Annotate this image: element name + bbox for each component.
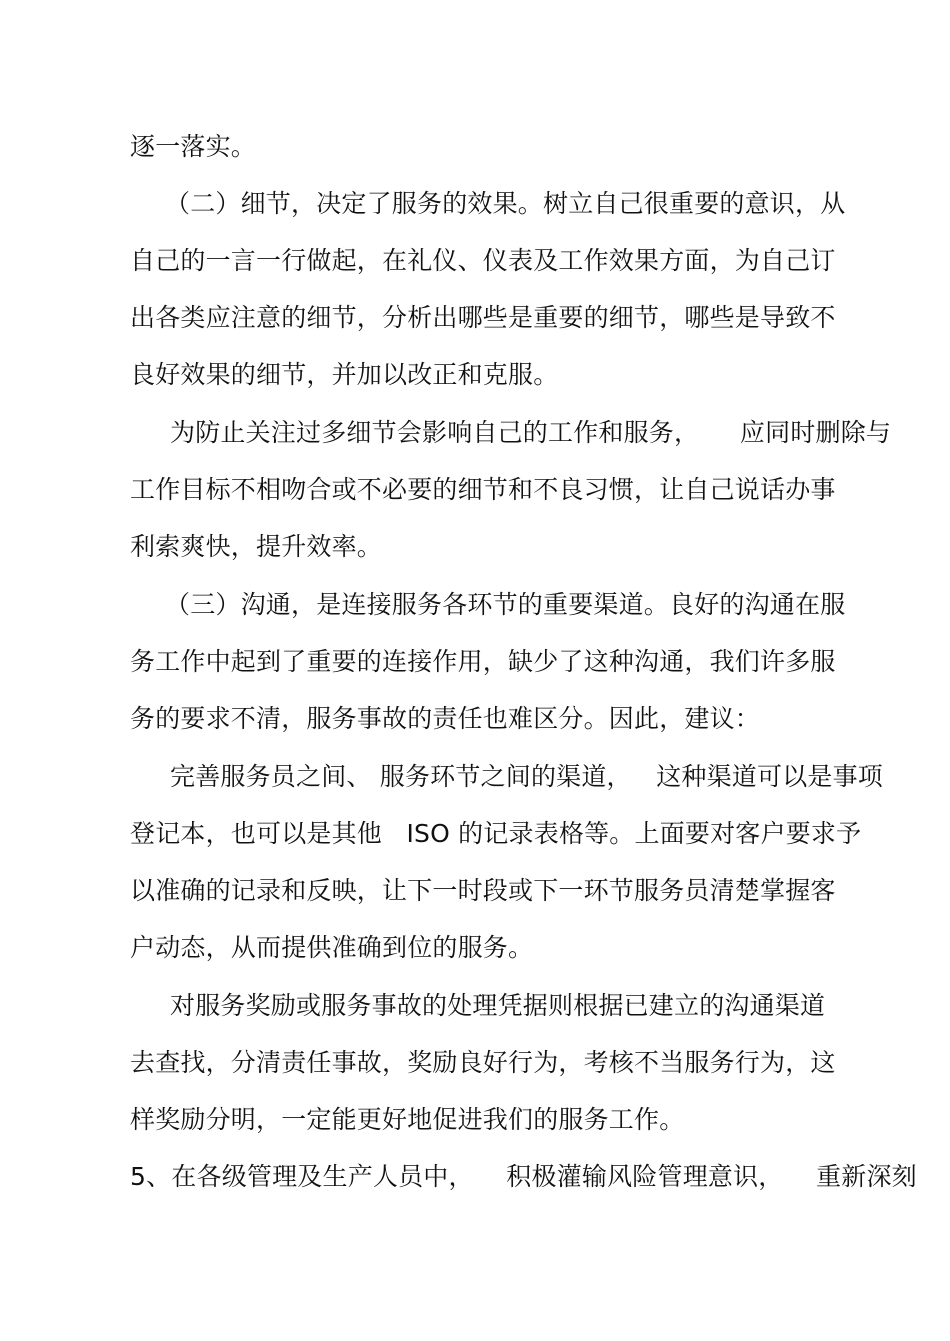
text-line-9: （三）沟通，是连接服务各环节的重要渠道。良好的沟通在服 <box>165 590 846 619</box>
text-line-18: 样奖励分明，一定能更好地促进我们的服务工作。 <box>130 1105 685 1134</box>
text-line-1: 逐一落实。 <box>130 132 257 161</box>
text-line-19: 5、在各级管理及生产人员中， 积极灌输风险管理意识， 重新深刻 <box>130 1162 917 1191</box>
text-line-17: 去查找，分清责任事故，奖励良好行为，考核不当服务行为，这 <box>130 1048 836 1077</box>
text-line-6: 为防止关注过多细节会影响自己的工作和服务， 应同时删除与 <box>170 418 892 447</box>
text-line-4: 出各类应注意的细节，分析出哪些是重要的细节，哪些是导致不 <box>130 303 836 332</box>
text-line-8: 利索爽快，提升效率。 <box>130 532 383 561</box>
text-line-15: 户动态，从而提供准确到位的服务。 <box>130 933 534 962</box>
text-line-5: 良好效果的细节，并加以改正和克服。 <box>130 360 559 389</box>
text-line-16: 对服务奖励或服务事故的处理凭据则根据已建立的沟通渠道 <box>170 991 826 1020</box>
text-line-3: 自己的一言一行做起，在礼仪、仪表及工作效果方面，为自己订 <box>130 246 836 275</box>
text-line-13: 登记本，也可以是其他 ISO 的记录表格等。上面要对客户要求予 <box>130 819 862 848</box>
text-line-12: 完善服务员之间、 服务环节之间的渠道， 这种渠道可以是事项 <box>170 762 883 791</box>
text-line-10: 务工作中起到了重要的连接作用，缺少了这种沟通，我们许多服 <box>130 647 836 676</box>
text-line-11: 务的要求不清，服务事故的责任也难区分。因此，建议： <box>130 704 761 733</box>
text-line-7: 工作目标不相吻合或不必要的细节和不良习惯，让自己说话办事 <box>130 475 836 504</box>
text-line-2: （二）细节，决定了服务的效果。树立自己很重要的意识，从 <box>165 189 846 218</box>
text-line-14: 以准确的记录和反映，让下一时段或下一环节服务员清楚掌握客 <box>130 876 836 905</box>
